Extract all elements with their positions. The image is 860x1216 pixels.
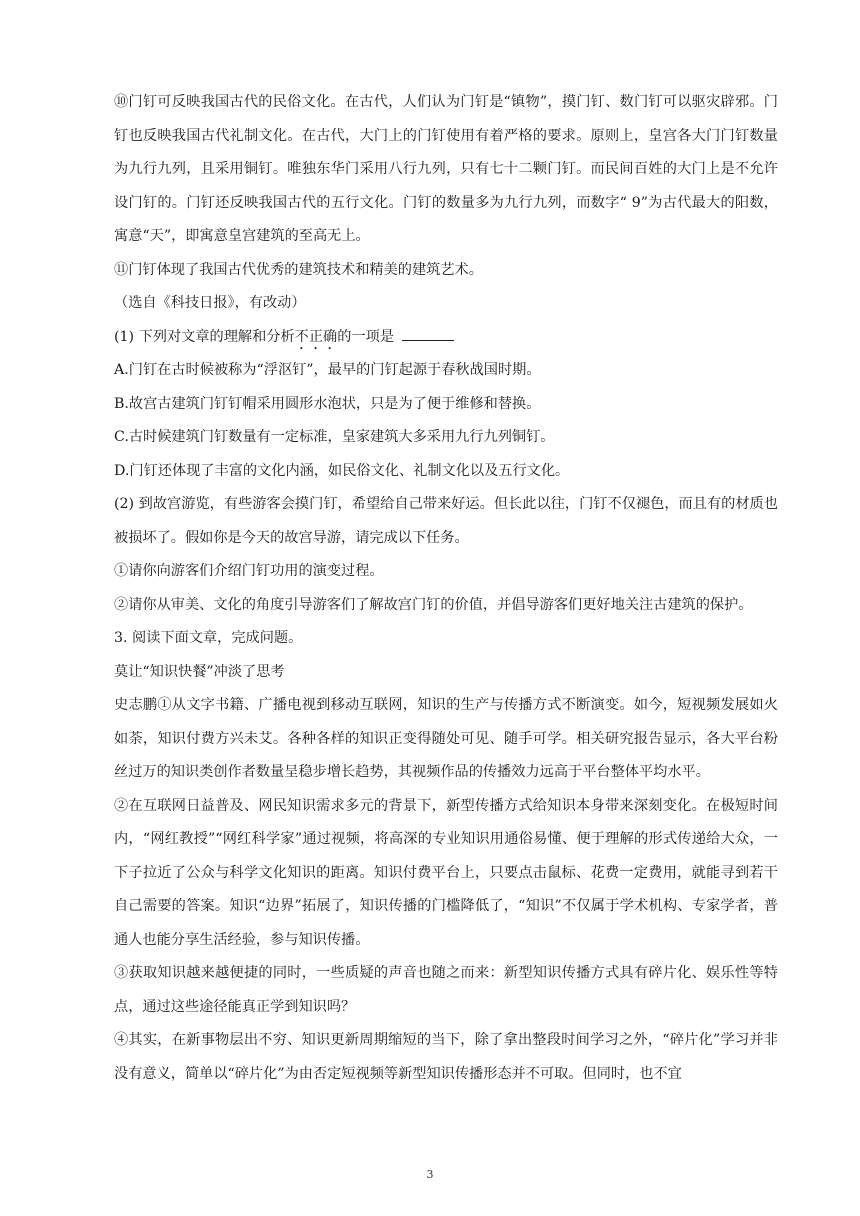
document-body — [114, 86, 778, 1091]
question-1-text: (1) 下列对文章的理解和分析 — [114, 328, 295, 345]
article-paragraph-4: ④其实，在新事物层出不穷、知识更新周期缩短的当下，除了拿出整段时间学习之外，“碎片化”学习并非没有意义，简单以“碎片化”为由否定短视频等新型知识传播形态并不可取。但同时，也不宜 — [114, 1032, 778, 1082]
source-note: （选自《科技日报》，有改动） — [114, 295, 306, 311]
article-paragraph-2: ②在互联网日益普及、网民知识需求多元的背景下，新型传播方式给知识本身带来深刻变化。在极短时间内，“网红教授”“网红科学家”通过视频，将高深的专业知识用通俗易懂、便于理解的形式传递给大众，一下子拉近了公众与科学文化知识的距离。知识付费平台上，只要点击鼠标、花费一定费用，就能寻到若干自己需要的答案。知识“边界”拓展了，知识传播的门槛降低了，“知识”不仅属于学术机构、专家学者，普通人也能分享生活经验，参与知识传播。 — [114, 797, 778, 948]
question-2: (2) 到故宫游览，有些游客会摸门钉，希望给自己带来好运。但长此以往，门钉不仅褪色，而且有的材质也被损坏了。假如你是今天的故宫导游，请完成以下任务。 — [114, 496, 778, 546]
article-paragraph-3: ③获取知识越来越便捷的同时，一些质疑的声音也随之而来：新型知识传播方式具有碎片化、娱乐性等特点，通过这些途径能真正学到知识吗？ — [114, 965, 778, 1015]
question-1 — [114, 321, 778, 355]
paragraph-10: ⑩门钉可反映我国古代的民俗文化。在古代，人们认为门钉是“镇物”，摸门钉、数门钉可以驱灾辟邪。门钉也反映我国古代礼制文化。在古代，大门上的门钉使用有着严格的要求。原则上，皇宫各大门门钉数量为九行九列，且采用铜钉。唯独东华门采用八行九列，只有七十二颗门钉。而民间百姓的大门上是不允许设门钉的。门钉还反映我国古代的五行文化。门钉的数量多为九行九列，而数字“ 9”为古代最大的阳数，寓意“天”，即寓意皇宫建筑的至高无上。 — [114, 94, 778, 244]
page-number: 3 — [426, 1168, 434, 1181]
question-2-task-1: ①请你向游客们介绍门钉功用的演变过程。 — [114, 563, 384, 579]
option-b: B.故宫古建筑门钉钉帽采用圆形水泡状，只是为了便于维修和替换。 — [114, 395, 541, 412]
question-1-emphasis: 不正确 — [294, 328, 338, 345]
option-a: A.门钉在古时候被称为“浮沤钉”，最早的门钉起源于春秋战国时期。 — [114, 362, 541, 378]
question-3: 3. 阅读下面文章，完成问题。 — [114, 630, 303, 646]
paragraph-11: ⑪门钉体现了我国古代优秀的建筑技术和精美的建筑艺术。 — [114, 261, 483, 278]
question-2-task-2: ②请你从审美、文化的角度引导游客们了解故宫门钉的价值，并倡导游客们更好地关注古建筑的保护。 — [114, 596, 753, 613]
article-title: 莫让“知识快餐”冲淡了思考 — [114, 663, 285, 680]
question-1-text-end: 的一项是 — [337, 328, 395, 345]
option-d: D.门钉还体现了丰富的文化内涵，如民俗文化、礼制文化以及五行文化。 — [114, 462, 570, 479]
option-c: C.古时候建筑门钉数量有一定标准，皇家建筑大多采用九行九列铜钉。 — [114, 429, 555, 445]
answer-blank[interactable] — [402, 326, 454, 341]
article-paragraph-1: 史志鹏①从文字书籍、广播电视到移动互联网，知识的生产与传播方式不断演变。如今，短视频发展如火如荼，知识付费方兴未艾。各种各样的知识正变得随处可见、随手可学。相关研究报告显示，各大平台粉丝过万的知识类创作者数量呈稳步增长趋势，其视频作品的传播效力远高于平台整体平均水平。 — [114, 697, 778, 780]
